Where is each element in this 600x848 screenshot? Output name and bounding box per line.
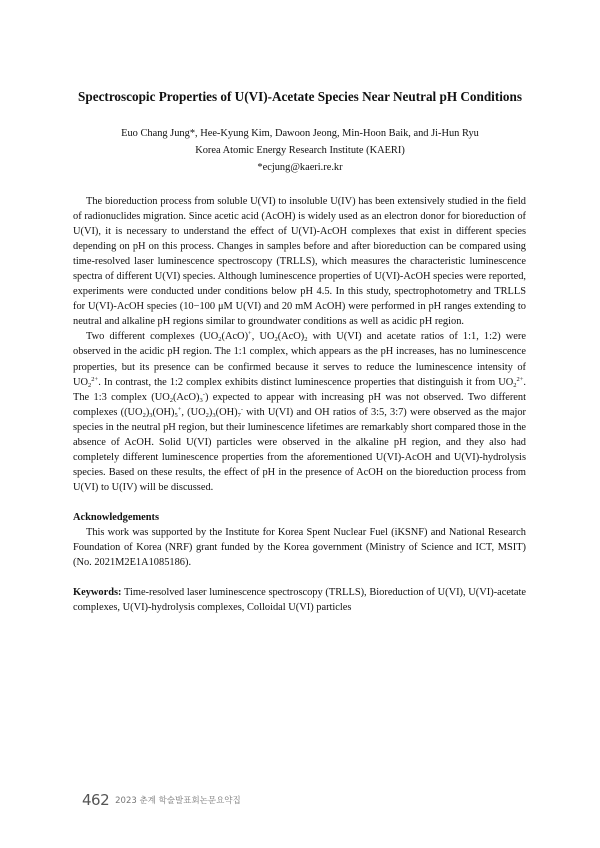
acknowledgements-text: This work was supported by the Institute for Korea Spent Nuclear Fuel (iKSNF) and National Research Foundation of Korea (NRF) grant funded by the Korea government (Ministry of Science and ICT, MSIT) (No. 2021M2E1A1085186). [73, 526, 526, 569]
author-list: Euo Chang Jung*, Hee-Kyung Kim, Dawoon Jeong, Min-Hoon Baik, and Ji-Hun Ryu [121, 128, 479, 139]
text-run: , (UO [181, 406, 206, 418]
subscript: 5 [174, 411, 178, 419]
subscript: 3 [212, 411, 216, 419]
text-run: with U(VI) and OH ratios of 3:5, 3:7) were observed as the major species in the neutral pH region, but their luminescence lifetimes are remarkably short compared those in the absence of AcOH. Solid U(VI) particles were observed in the alkaline pH region, and they also had completely different luminescence properties from the aforementioned U(VI)-AcOH and U(VI)-hydrolysis species. Based on these results, the effect of pH in the presence of AcOH on the bioreduction process from U(VI) to U(IV) will be discussed. [73, 406, 526, 493]
superscript: + [177, 405, 182, 413]
subscript: 2 [274, 336, 278, 344]
keywords-paragraph [73, 585, 526, 615]
text-run: (AcO) [172, 391, 200, 403]
text-run: (OH) [215, 406, 238, 418]
text-run: The bioreduction process from soluble U(VI) to insoluble U(IV) has been extensively studied in the field of radionuclides migration. Since acetic acid (AcOH) is widely used as an electron donor for bioreduction of U(VI), it is necessary to understand the effect of U(VI)-AcOH complexes that exist in different species depending on pH on this process. Changes in samples before and after bioreduction can be compared using time-resolved laser luminescence spectroscopy (TRLLS), which measures the characteristic luminescence spectra of different U(VI) species. Although luminescence properties of U(VI)-AcOH species were reported, experiments were conducted under conditions below pH 4.5. In this study, spectrophotometry and TRLLS for U(VI)-AcOH species (10−100 μM U(VI) and 20 mM AcOH) were performed in pH ranges extending to neutral and alkaline pH regions similar to groundwater conditions as well as acidic pH region. [73, 196, 526, 328]
subscript: 3 [199, 396, 203, 404]
affiliation: Korea Atomic Energy Research Institute (KAERI) [195, 145, 405, 156]
text-run: ) expected to appear with increasing pH was not observed. Two different complexes ((UO [73, 391, 526, 418]
superscript: - [202, 390, 205, 398]
page-number: 462 [82, 791, 110, 809]
superscript: 2+ [516, 375, 524, 383]
text-run: with U(VI) and acetate ratios of 1:1, 1:2) were observed in the acidic pH region. The 1:1 complex, which appears as the pH increases, has no luminescence properties, but its presence can be confirmed because it serves to reduce the luminescence intensity of UO [73, 331, 526, 388]
subscript: 2 [169, 396, 173, 404]
paper-header [0, 0, 600, 176]
subscript: 7 [237, 411, 241, 419]
subscript: 3 [149, 411, 153, 419]
text-run: , UO [251, 331, 275, 343]
page-footer [82, 790, 241, 809]
subscript: 2 [88, 381, 92, 389]
subscript: 2 [304, 336, 308, 344]
text-run: (AcO) [277, 331, 305, 343]
abstract-paragraph [73, 329, 526, 495]
paper-content [73, 194, 526, 615]
text-run: ) [145, 406, 150, 418]
text-run: (OH) [152, 406, 175, 418]
keywords-text: Time-resolved laser luminescence spectroscopy (TRLLS), Bioreduction of U(VI), U(VI)-acetate complexes, U(VI)-hydrolysis complexes, Colloidal U(VI) particles [73, 587, 526, 614]
text-run: (AcO) [221, 331, 249, 343]
subscript: 2 [513, 381, 517, 389]
text-run: Two different complexes (UO [86, 331, 219, 343]
corresponding-email: *ecjung@kaeri.re.kr [257, 162, 343, 173]
abstract-body [73, 194, 526, 495]
paper-title: Spectroscopic Properties of U(VI)-Acetate Species Near Neutral pH Conditions [78, 89, 522, 104]
superscript: + [248, 330, 252, 338]
superscript: - [240, 405, 243, 413]
keywords-label: Keywords: [73, 587, 122, 599]
superscript: 2+ [91, 375, 99, 383]
subscript: 2 [142, 411, 146, 419]
text-run: . The 1:3 complex (UO [73, 376, 526, 403]
acknowledgements-heading: Acknowledgements [73, 511, 160, 523]
abstract-paragraph [73, 194, 526, 329]
proceedings-title: 2023 춘계 학술발표회논문요약집 [115, 796, 241, 806]
text-run: ) [208, 406, 213, 418]
subscript: 2 [218, 336, 222, 344]
text-run: . In contrast, the 1:2 complex exhibits distinct luminescence properties that distinguish it from UO [98, 376, 514, 388]
subscript: 2 [205, 411, 209, 419]
